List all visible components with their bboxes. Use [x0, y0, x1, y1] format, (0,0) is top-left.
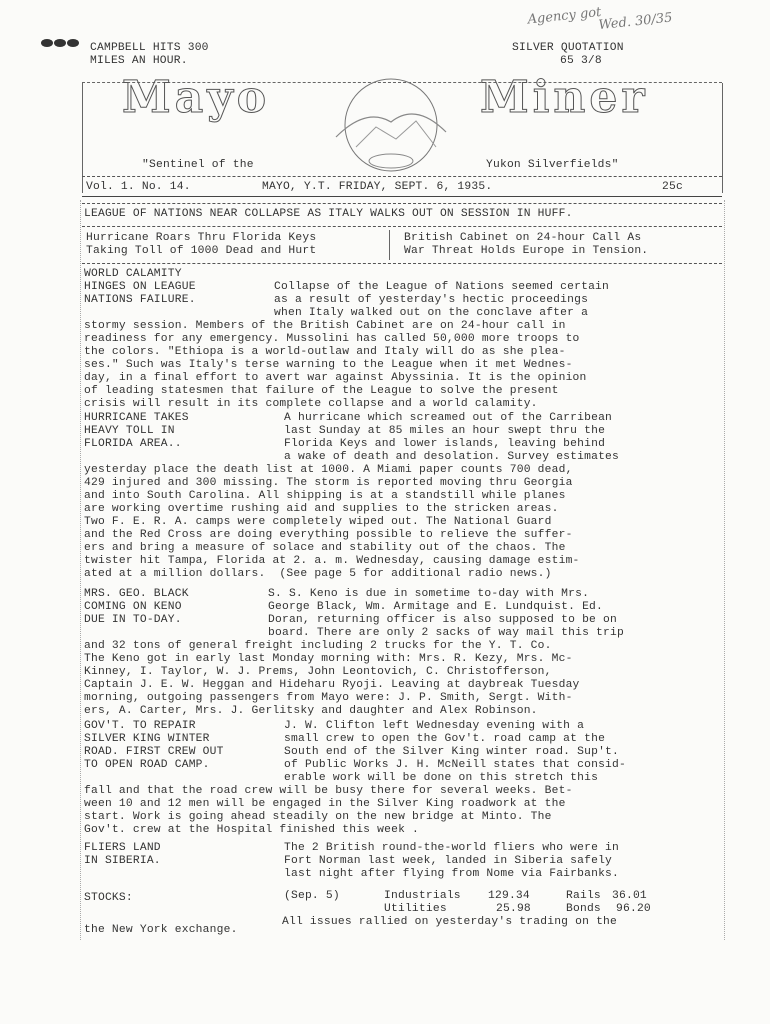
masthead-title-left: Mayo [122, 72, 271, 123]
sub-head-right-1: British Cabinet on 24-hour Call As [404, 232, 642, 244]
top-left-line-1: CAMPBELL HITS 300 [90, 42, 209, 54]
banner-headline: LEAGUE OF NATIONS NEAR COLLAPSE AS ITALY WALKS OUT ON SESSION IN HUFF. [84, 208, 573, 220]
article-body: and 32 tons of general freight including 2 trucks for the Y. T. Co. [84, 640, 552, 652]
article-head: COMING ON KENO [84, 601, 182, 613]
article-head: HEAVY TOLL IN [84, 425, 175, 437]
sub-heads [84, 232, 722, 262]
volume-number: Vol. 1. No. 14. [86, 181, 191, 193]
stocks-head: STOCKS: [84, 892, 133, 904]
handwritten-line-2: Wed. 30/35 [597, 10, 674, 34]
place-date: MAYO, Y.T. FRIDAY, SEPT. 6, 1935. [262, 181, 493, 193]
article-lead: S. S. Keno is due in sometime to-day with Mrs. [268, 588, 590, 600]
article-body: fall and that the road crew will be busy there for several weeks. Bet- [84, 785, 573, 797]
article-lead: erable work will be done on this stretch this [284, 772, 599, 784]
handwritten-line-1: Agency got [526, 4, 603, 28]
article-body: crisis will result in its complete collapse and a world calamity. [84, 398, 538, 410]
article-lead: A hurricane which screamed out of the Carribean [284, 412, 613, 424]
masthead-title-right: Miner [480, 72, 649, 123]
top-left-line-2: MILES AN HOUR. [90, 55, 188, 67]
stocks-value: 129.34 [488, 890, 530, 902]
article-body: day, in a final effort to avert war against Abyssinia. It is the opinion [84, 372, 587, 384]
article-lead: Florida Keys and lower islands, leaving behind [284, 438, 606, 450]
stocks-value: 36.01 [612, 890, 647, 902]
article-body: ers, A. Carter, Mrs. J. Gerlitsky and daughter and Alex Robinson. [84, 705, 538, 717]
logo-icon [40, 38, 82, 51]
article-body: yesterday place the death list at 1000. A Miami paper counts 700 dead, [84, 464, 573, 476]
article-lead: George Black, Wm. Armitage and E. Lundquist. Ed. [268, 601, 604, 613]
article-head: FLIERS LAND [84, 842, 161, 854]
article-lead: last night after flying from Nome via Fairbanks. [284, 868, 620, 880]
article-head: MRS. GEO. BLACK [84, 588, 189, 600]
article-lead: Collapse of the League of Nations seemed certain [274, 281, 610, 293]
dateline [86, 181, 722, 195]
article-body: and into South Carolina. All shipping is at a standstill while planes [84, 490, 566, 502]
article-body: Captain J. E. W. Heggan and Hideharu Ryoji. Leaving at daybreak Tuesday [84, 679, 580, 691]
article-head: FLORIDA AREA.. [84, 438, 182, 450]
price: 25c [662, 181, 683, 193]
article-body: stormy session. Members of the British Cabinet are on 24-hour call in [84, 320, 566, 332]
article-lead: Doran, returning officer is also supposed to be on [268, 614, 617, 626]
sub-head-right-2: War Threat Holds Europe in Tension. [404, 245, 649, 257]
article-body: readiness for any emergency. Mussolini has called 50,000 more troops to [84, 333, 580, 345]
article-lead: board. There are only 2 sacks of way mail this trip [268, 627, 624, 639]
article-body: The Keno got in early last Monday morning with: Mrs. R. Kezy, Mrs. Mc- [84, 653, 573, 665]
article-lead: of Public Works J. H. McNeill states that consid- [284, 759, 626, 771]
article-body: ween 10 and 12 men will be engaged in the Silver King roadwork at the [84, 798, 566, 810]
stocks-line-2: the New York exchange. [84, 924, 238, 936]
article-lead: as a result of yesterday's hectic proceedings [274, 294, 589, 306]
article-body: Gov't. crew at the Hospital finished this week . [84, 824, 420, 836]
article-lead: small crew to open the Gov't. road camp at the [284, 733, 606, 745]
motto-right: Yukon Silverfields" [486, 159, 619, 171]
article-head: HURRICANE TAKES [84, 412, 189, 424]
article-head: DUE IN TO-DAY. [84, 614, 182, 626]
article-body: 429 injured and 300 missing. The storm is reported moving thru Georgia [84, 477, 573, 489]
article-body: ated at a million dollars. (See page 5 for additional radio news.) [84, 568, 552, 580]
article-head: WORLD CALAMITY [84, 268, 182, 280]
article-lead: The 2 British round-the-world fliers who were in [284, 842, 620, 854]
stocks-date: (Sep. 5) [284, 890, 340, 902]
stocks-value: 25.98 [496, 903, 531, 915]
article-body: ses." Such was Italy's terse warning to the League when it met Wednes- [84, 359, 573, 371]
article-lead: when Italy walked out on the conclave after a [274, 307, 589, 319]
sub-head-left-2: Taking Toll of 1000 Dead and Hurt [86, 245, 317, 257]
masthead-emblem-icon [306, 77, 476, 180]
article-body: morning, outgoing passengers from Mayo were: J. P. Smith, Sergt. With- [84, 692, 573, 704]
article-body: of leading statesmen that failure of the League to solve the present [84, 385, 559, 397]
stocks-value: 96.20 [616, 903, 651, 915]
article-body: Two F. E. R. A. camps were completely wiped out. The National Guard [84, 516, 552, 528]
article-head: GOV'T. TO REPAIR [84, 720, 196, 732]
article-body: the colors. "Ethiopa is a world-outlaw and Italy will do as she plea- [84, 346, 566, 358]
article-body: ers and bring a measure of solace and stability out of the chaos. The [84, 542, 566, 554]
stocks-line-1: All issues rallied on yesterday's trading on the [282, 916, 618, 928]
article-head: HINGES ON LEAGUE [84, 281, 196, 293]
silver-quotation-label: SILVER QUOTATION [512, 42, 624, 54]
sub-head-left-1: Hurricane Roars Thru Florida Keys [86, 232, 317, 244]
stocks-label: Bonds [566, 903, 601, 915]
article-head: ROAD. FIRST CREW OUT [84, 746, 224, 758]
article-lead: South end of the Silver King winter road. Sup't. [284, 746, 620, 758]
article-head: SILVER KING WINTER [84, 733, 210, 745]
handwritten-note [527, 0, 673, 39]
article-lead: last Sunday at 85 miles an hour swept thru the [284, 425, 606, 437]
article-lead: Fort Norman last week, landed in Siberia safely [284, 855, 613, 867]
article-head: IN SIBERIA. [84, 855, 161, 867]
stocks-label: Industrials [384, 890, 461, 902]
article-body: and the Red Cross are doing everything possible to relieve the suffer- [84, 529, 573, 541]
stocks-label: Utilities [384, 903, 447, 915]
article-body: Kinney, I. Taylor, W. J. Prems, John Leontovich, C. Christofferson, [84, 666, 552, 678]
article-body: twister hit Tampa, Florida at 2. a. m. Wednesday, causing damage estim- [84, 555, 580, 567]
motto-left: "Sentinel of the [142, 159, 254, 171]
article-lead: a wake of death and desolation. Survey estimates [284, 451, 620, 463]
article-body: start. Work is going ahead steadily on the new bridge at Minto. The [84, 811, 552, 823]
article-head: NATIONS FAILURE. [84, 294, 196, 306]
article-head: TO OPEN ROAD CAMP. [84, 759, 210, 771]
silver-quotation-value: 65 3/8 [560, 55, 602, 67]
article-lead: J. W. Clifton left Wednesday evening with a [284, 720, 585, 732]
stocks-label: Rails [566, 890, 601, 902]
article-body: are working overtime rushing aid and supplies to the stricken areas. [84, 503, 559, 515]
